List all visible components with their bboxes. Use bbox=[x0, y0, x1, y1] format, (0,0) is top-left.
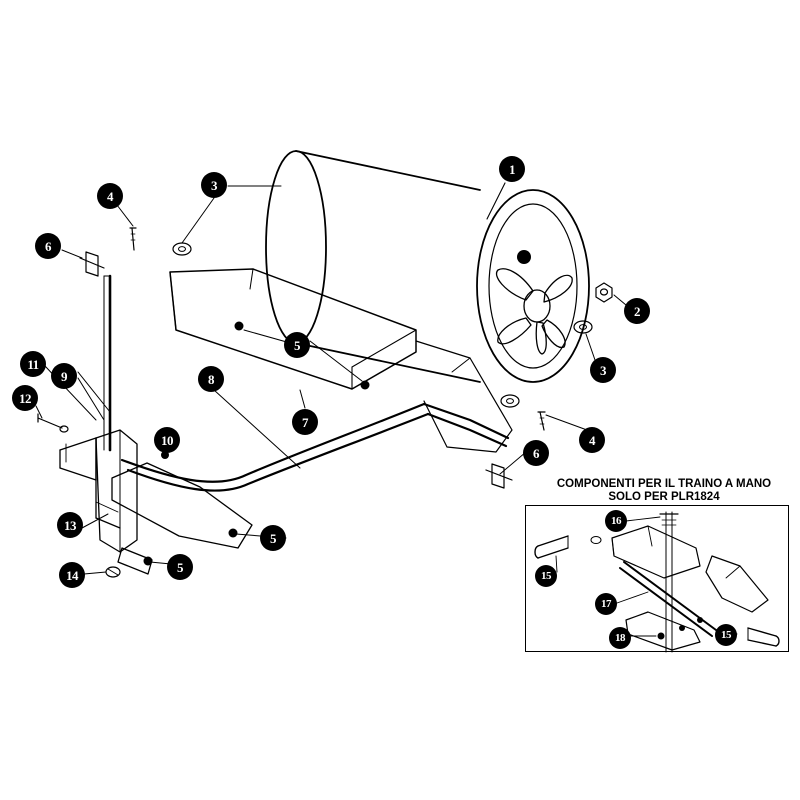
callout-11[interactable]: 11 bbox=[20, 351, 46, 377]
callout-15-left[interactable]: 15 bbox=[535, 565, 557, 587]
callout-9[interactable]: 9 bbox=[51, 363, 77, 389]
callout-12[interactable]: 12 bbox=[12, 385, 38, 411]
callout-14[interactable]: 14 bbox=[59, 562, 85, 588]
callout-1[interactable]: 1 bbox=[499, 156, 525, 182]
inset-title-line-1: COMPONENTI PER IL TRAINO A MANO bbox=[556, 478, 772, 490]
callout-3-upper[interactable]: 3 bbox=[201, 172, 227, 198]
callout-5-upper[interactable]: 5 bbox=[284, 332, 310, 358]
callout-15-right[interactable]: 15 bbox=[715, 624, 737, 646]
callout-17[interactable]: 17 bbox=[595, 593, 617, 615]
callout-4-left[interactable]: 4 bbox=[97, 183, 123, 209]
callout-18[interactable]: 18 bbox=[609, 627, 631, 649]
callout-7[interactable]: 7 bbox=[292, 409, 318, 435]
callout-5-mid[interactable]: 5 bbox=[260, 525, 286, 551]
callout-4-right[interactable]: 4 bbox=[579, 427, 605, 453]
callout-6-right[interactable]: 6 bbox=[523, 440, 549, 466]
inset-title-line-2: SOLO PER PLR1824 bbox=[608, 491, 720, 504]
callout-6-left[interactable]: 6 bbox=[35, 233, 61, 259]
callout-2[interactable]: 2 bbox=[624, 298, 650, 324]
callout-10[interactable]: 10 bbox=[154, 427, 180, 453]
callout-3-lower[interactable]: 3 bbox=[590, 357, 616, 383]
callout-16[interactable]: 16 bbox=[605, 510, 627, 532]
callout-13[interactable]: 13 bbox=[57, 512, 83, 538]
callout-5-lower[interactable]: 5 bbox=[167, 554, 193, 580]
callout-8[interactable]: 8 bbox=[198, 366, 224, 392]
